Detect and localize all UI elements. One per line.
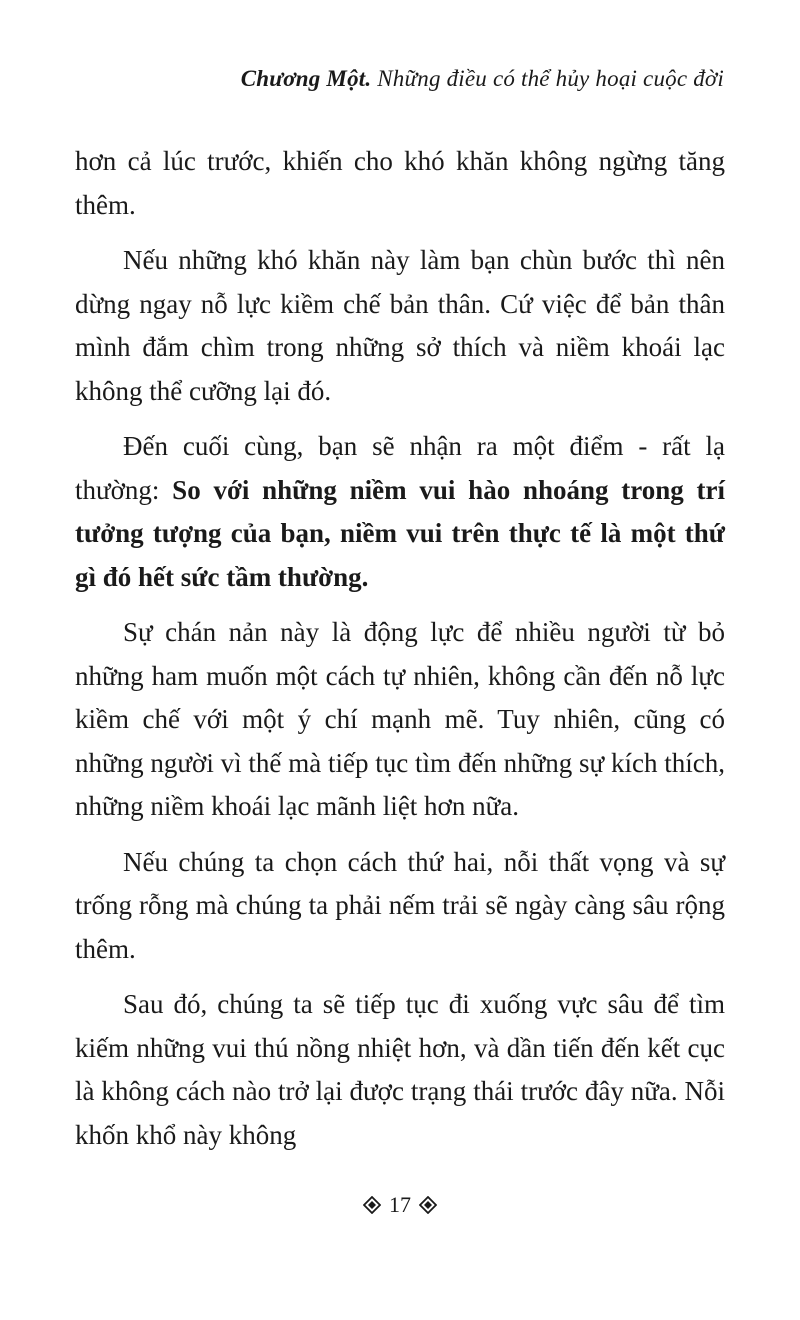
emphasis-text: So với những niềm vui hào nhoáng trong trí tưởng tượng của bạn, niềm vui trên thực tế là một thứ gì đó hết sức tầm thường. — [75, 474, 725, 592]
diamond-ornament-icon — [419, 1196, 437, 1214]
diamond-ornament-icon — [363, 1196, 381, 1214]
paragraph: Nếu những khó khăn này làm bạn chùn bước thì nên dừng ngay nỗ lực kiềm chế bản thân. Cứ việc để bản thân mình đắm chìm trong những sở thích và niềm khoái lạc không thể cưỡng lại đó. — [75, 245, 725, 406]
page-number: 17 — [389, 1192, 411, 1217]
paragraph-lead: Đến cuối cùng, bạn sẽ nhận ra một điểm - rất lạ thường: — [75, 431, 725, 505]
paragraph: hơn cả lúc trước, khiến cho khó khăn không ngừng tăng thêm. — [75, 146, 725, 220]
page-footer — [0, 1192, 800, 1218]
paragraph: Sau đó, chúng ta sẽ tiếp tục đi xuống vực sâu để tìm kiếm những vui thú nồng nhiệt hơn, và dần tiến đến kết cục là không cách nào trở lại được trạng thái trước đây nữa. Nỗi khốn khổ này không — [75, 989, 725, 1150]
paragraph: Nếu chúng ta chọn cách thứ hai, nỗi thất vọng và sự trống rỗng mà chúng ta phải nếm trải sẽ ngày càng sâu rộng thêm. — [75, 846, 725, 964]
paragraph — [75, 425, 725, 599]
chapter-title: Những điều có thể hủy hoại cuộc đời — [377, 66, 724, 91]
paragraph: Sự chán nản này là động lực để nhiều người từ bỏ những ham muốn một cách tự nhiên, không cần đến nỗ lực kiềm chế với một ý chí mạnh mẽ. Tuy nhiên, cũng có những người vì thế mà tiếp tục tìm đến những sự kích thích, những niềm khoái lạc mãnh liệt hơn nữa. — [75, 617, 725, 821]
chapter-label: Chương Một. — [240, 66, 372, 91]
body-text — [75, 140, 725, 1169]
running-header — [241, 66, 724, 92]
